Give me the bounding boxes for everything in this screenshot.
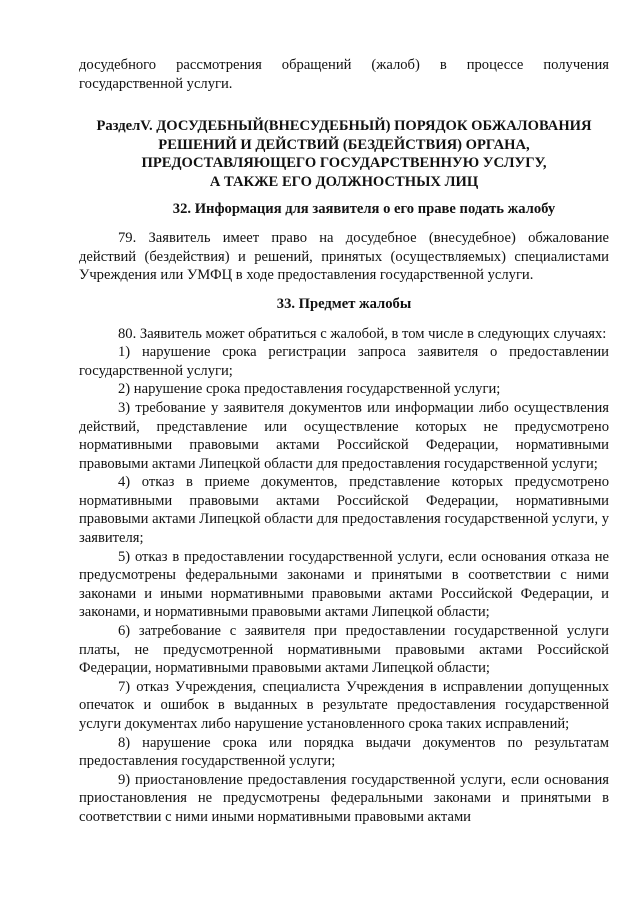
case-item: 3) требование у заявителя документов или информации либо осуществления действий, представление или осуществление которых не предусмотрено нормативными правовыми актами Российской Федерации, нормативными правовыми актами Липецкой области для предоставления государственной услуги;	[79, 399, 609, 472]
subsection-32-title: 32. Информация для заявителя о его праве подать жалобу	[172, 200, 556, 217]
section-title-line: А ТАКЖЕ ЕГО ДОЛЖНОСТНЫХ ЛИЦ	[209, 173, 479, 190]
intro-paragraph: досудебного рассмотрения обращений (жалоб) в процессе получения государственной услуги.	[79, 57, 609, 92]
paragraph-80: 80. Заявитель может обратиться с жалобой, в том числе в следующих случаях:	[118, 325, 607, 342]
case-item: 7) отказ Учреждения, специалиста Учреждения в исправлении допущенных опечаток и ошибок в выданных в результате предоставления государственной услуги документах либо нарушение установленного срока таких исправлений;	[79, 678, 609, 732]
subsection-33-title: 33. Предмет жалобы	[276, 295, 412, 312]
case-item: 4) отказ в приеме документов, представление которых предусмотрено нормативными правовыми актами Российской Федерации, нормативными правовыми актами Липецкой области для предоставления государственной услуги, у заявителя;	[79, 474, 609, 547]
case-item: 2) нарушение срока предоставления государственной услуги;	[118, 381, 501, 398]
case-item: 5) отказ в предоставлении государственной услуги, если основания отказа не предусмотрены федеральными законами и принятыми в соответствии с ними законами и иными нормативными правовыми актами Российской Федерации, и законами, и нормативными правовыми актами Липецкой области;	[79, 548, 609, 621]
section-title-line: ПРЕДОСТАВЛЯЮЩЕГО ГОСУДАРСТВЕННУЮ УСЛУГУ,	[141, 155, 547, 172]
paragraph-79: 79. Заявитель имеет право на досудебное (внесудебное) обжалование действий (бездействия) и решений, принятых (осуществляемых) специалистами Учреждения или УМФЦ в ходе предоставления государственной услуги.	[79, 230, 609, 284]
section-title	[79, 117, 609, 191]
section-title-line: РЕШЕНИЙ И ДЕЙСТВИЙ (БЕЗДЕЙСТВИЯ) ОРГАНА,	[158, 136, 530, 153]
document-page	[79, 56, 609, 827]
case-item: 8) нарушение срока или порядка выдачи документов по результатам предоставления государственной услуги;	[79, 734, 609, 770]
case-item: 1) нарушение срока регистрации запроса заявителя о предоставлении государственной услуги;	[79, 344, 609, 379]
case-item: 6) затребование с заявителя при предоставлении государственной услуги платы, не предусмотренной нормативными правовыми актами Российской Федерации, нормативными правовыми актами Липецкой области;	[79, 623, 609, 677]
section-title-line: РазделV. ДОСУДЕБНЫЙ(ВНЕСУДЕБНЫЙ) ПОРЯДОК ОБЖАЛОВАНИЯ	[96, 118, 592, 135]
case-item: 9) приостановление предоставления государственной услуги, если основания приостановления не предусмотрены федеральными законами и принятыми в соответствии с ними иными нормативными правовыми актами	[79, 771, 609, 825]
